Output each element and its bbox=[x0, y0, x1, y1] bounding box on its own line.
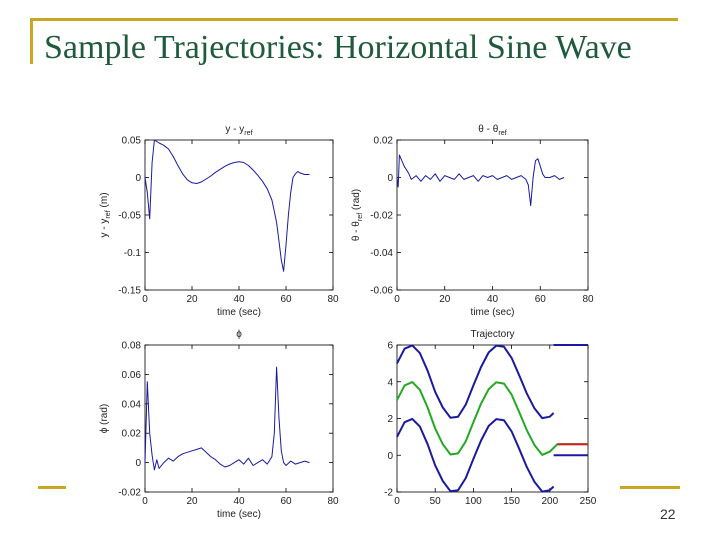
x-tick-label: 60 bbox=[280, 496, 292, 507]
y-tick-label: 0.02 bbox=[121, 428, 141, 440]
plot-frame bbox=[145, 345, 333, 492]
y-tick-label: 0.05 bbox=[121, 135, 141, 147]
y-tick-label: 0.08 bbox=[121, 340, 141, 352]
chart-4 bbox=[384, 329, 597, 507]
x-axis-label: time (sec) bbox=[217, 307, 261, 318]
x-tick-label: 150 bbox=[503, 496, 520, 507]
plot-frame bbox=[145, 140, 333, 290]
y-axis-label: ϕ (rad) bbox=[99, 403, 110, 434]
y-tick-label: 0 bbox=[387, 173, 393, 184]
y-tick-label: 4 bbox=[387, 377, 393, 389]
x-tick-label: 40 bbox=[233, 294, 245, 305]
x-axis-label: time (sec) bbox=[217, 509, 261, 520]
y-tick-label: -0.05 bbox=[118, 210, 141, 222]
x-tick-label: 20 bbox=[186, 496, 198, 507]
y-tick-label: 6 bbox=[387, 340, 393, 352]
y-tick-label: -0.06 bbox=[370, 285, 393, 297]
slide-title: Sample Trajectories: Horizontal Sine Wave bbox=[44, 29, 632, 66]
chart-title: Trajectory bbox=[470, 329, 515, 340]
series-line-1 bbox=[145, 140, 310, 271]
x-tick-label: 80 bbox=[327, 496, 339, 507]
y-tick-label: -2 bbox=[384, 487, 393, 499]
y-tick-label: -0.1 bbox=[123, 248, 141, 259]
chart-2 bbox=[351, 124, 594, 318]
y-tick-label: -0.04 bbox=[370, 248, 393, 259]
series-line-1 bbox=[397, 155, 564, 206]
chart-title: ϕ bbox=[236, 329, 242, 340]
chart-title: y - $y_{ref}$ bbox=[225, 124, 253, 137]
chart-title: θ - $\theta_{ref}$ bbox=[478, 124, 507, 137]
x-tick-label: 100 bbox=[465, 496, 482, 507]
x-tick-label: 250 bbox=[579, 496, 597, 507]
y-tick-label: 0 bbox=[135, 173, 141, 184]
y-tick-label: -0.15 bbox=[118, 285, 141, 297]
x-tick-label: 60 bbox=[280, 294, 292, 305]
x-tick-label: 80 bbox=[582, 294, 594, 305]
x-tick-label: 50 bbox=[429, 496, 441, 507]
x-tick-label: 0 bbox=[142, 294, 148, 305]
x-axis-label: time (sec) bbox=[470, 307, 515, 318]
series-line-5 bbox=[397, 419, 554, 492]
y-axis-label: θ - $\theta_{ref}$ (rad) bbox=[351, 188, 364, 242]
x-tick-label: 0 bbox=[394, 496, 400, 507]
chart-1 bbox=[99, 124, 339, 318]
page-number: 22 bbox=[660, 506, 676, 522]
y-tick-label: 0.06 bbox=[121, 369, 141, 381]
y-tick-label: 0 bbox=[387, 450, 393, 462]
x-tick-label: 20 bbox=[439, 294, 451, 305]
y-tick-label: 0.04 bbox=[121, 399, 141, 411]
x-tick-label: 40 bbox=[486, 294, 499, 305]
x-tick-label: 0 bbox=[142, 496, 148, 507]
y-axis-label: y - $y_{ref}$ (m) bbox=[99, 192, 112, 238]
x-tick-label: 80 bbox=[327, 294, 339, 305]
y-tick-label: 0 bbox=[135, 458, 141, 470]
x-tick-label: 60 bbox=[534, 294, 546, 305]
y-tick-label: 2 bbox=[387, 414, 393, 425]
x-tick-label: 40 bbox=[233, 496, 245, 507]
plot-frame bbox=[397, 140, 588, 290]
y-tick-label: -0.02 bbox=[118, 487, 141, 499]
x-tick-label: 200 bbox=[541, 496, 559, 507]
y-tick-label: 0.02 bbox=[373, 135, 393, 147]
x-tick-label: 20 bbox=[186, 294, 198, 305]
y-tick-label: -0.02 bbox=[370, 210, 393, 222]
x-tick-label: 0 bbox=[394, 294, 400, 305]
chart-3 bbox=[99, 329, 339, 520]
series-line-1 bbox=[397, 345, 554, 418]
series-line-1 bbox=[145, 367, 310, 470]
